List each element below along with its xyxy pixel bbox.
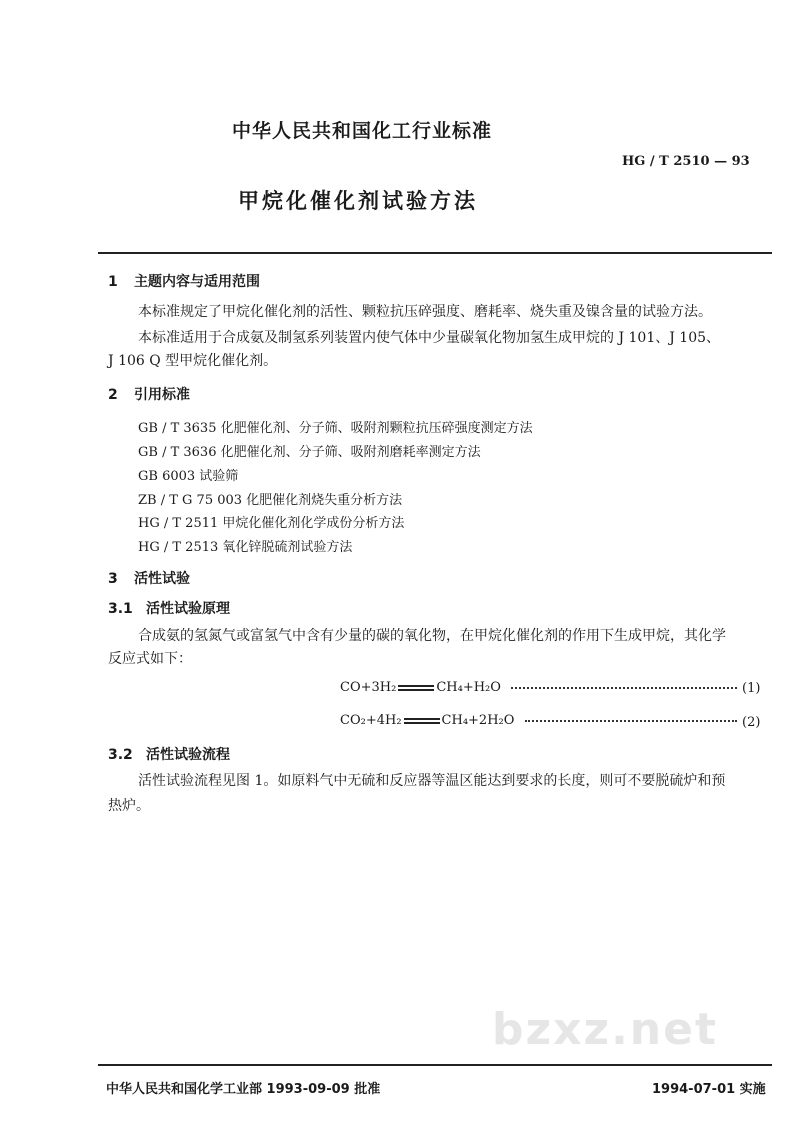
- equation-lhs: CO+3H₂: [340, 680, 397, 695]
- reference-item: HG / T 2511 甲烷化催化剂化学成份分析方法: [138, 516, 405, 531]
- paragraph: 合成氨的氢氮气或富氢气中含有少量的碳的氧化物，在甲烷化催化剂的作用下生成甲烷，其化学: [138, 628, 726, 644]
- subsection-number: 3.2: [108, 747, 133, 763]
- equation-rhs: CH₄+2H₂O: [441, 713, 515, 728]
- equation-lhs: CO₂+4H₂: [340, 713, 402, 728]
- section-number: 1: [108, 274, 118, 290]
- equation-2: [340, 713, 737, 728]
- footer-divider: [98, 1064, 772, 1066]
- subsection-3-1-heading: [108, 598, 230, 618]
- paragraph-continued: 热炉。: [108, 798, 150, 814]
- page-title: 甲烷化催化剂试验方法: [238, 189, 478, 213]
- section-3-heading: [108, 568, 190, 588]
- equation-rhs: CH₄+H₂O: [436, 680, 501, 695]
- header-divider: [98, 252, 772, 254]
- subsection-title: 活性试验原理: [146, 601, 230, 617]
- equilibrium-sign: [398, 685, 434, 691]
- section-title: 活性试验: [134, 571, 190, 587]
- subsection-3-2-heading: [108, 744, 230, 764]
- paragraph: 本标准规定了甲烷化催化剂的活性、颗粒抗压碎强度、磨耗率、烧失重及镍含量的试验方法。: [138, 304, 712, 320]
- equilibrium-sign: [404, 718, 440, 724]
- paragraph: 活性试验流程见图 1。如原料气中无硫和反应器等温区能达到要求的长度，则可不要脱硫炉和预: [138, 773, 726, 789]
- standard-code: HG / T 2510 — 93: [622, 154, 750, 169]
- paragraph-continued: 反应式如下：: [108, 651, 192, 667]
- reference-item: HG / T 2513 氧化锌脱硫剂试验方法: [138, 540, 353, 555]
- reference-item: GB / T 3636 化肥催化剂、分子筛、吸附剂磨耗率测定方法: [138, 445, 481, 460]
- paragraph-continued: J 106 Q 型甲烷化催化剂。: [108, 353, 278, 369]
- equation-number: (1): [742, 681, 761, 696]
- section-2-heading: [108, 384, 190, 404]
- section-title: 主题内容与适用范围: [134, 274, 260, 290]
- section-number: 2: [108, 387, 118, 403]
- subsection-number: 3.1: [108, 601, 133, 617]
- approval-date: 中华人民共和国化学工业部 1993-09-09 批准: [106, 1082, 381, 1097]
- equation-number: (2): [742, 715, 761, 730]
- section-1-heading: [108, 271, 260, 291]
- section-number: 3: [108, 571, 118, 587]
- leader-dots: [511, 687, 737, 689]
- watermark-logo: bzxz.net: [492, 1004, 719, 1055]
- section-title: 引用标准: [134, 387, 190, 403]
- subsection-title: 活性试验流程: [146, 747, 230, 763]
- leader-dots: [525, 720, 737, 722]
- effective-date: 1994-07-01 实施: [652, 1082, 766, 1097]
- reference-item: ZB / T G 75 003 化肥催化剂烧失重分析方法: [138, 493, 403, 508]
- equation-1: [340, 680, 737, 695]
- reference-item: GB / T 3635 化肥催化剂、分子筛、吸附剂颗粒抗压碎强度测定方法: [138, 421, 533, 436]
- paragraph: 本标准适用于合成氨及制氢系列装置内使气体中少量碳氧化物加氢生成甲烷的 J 101、J 105、: [138, 330, 721, 346]
- reference-item: GB 6003 试验筛: [138, 469, 239, 484]
- standard-org: 中华人民共和国化工行业标准: [232, 120, 493, 142]
